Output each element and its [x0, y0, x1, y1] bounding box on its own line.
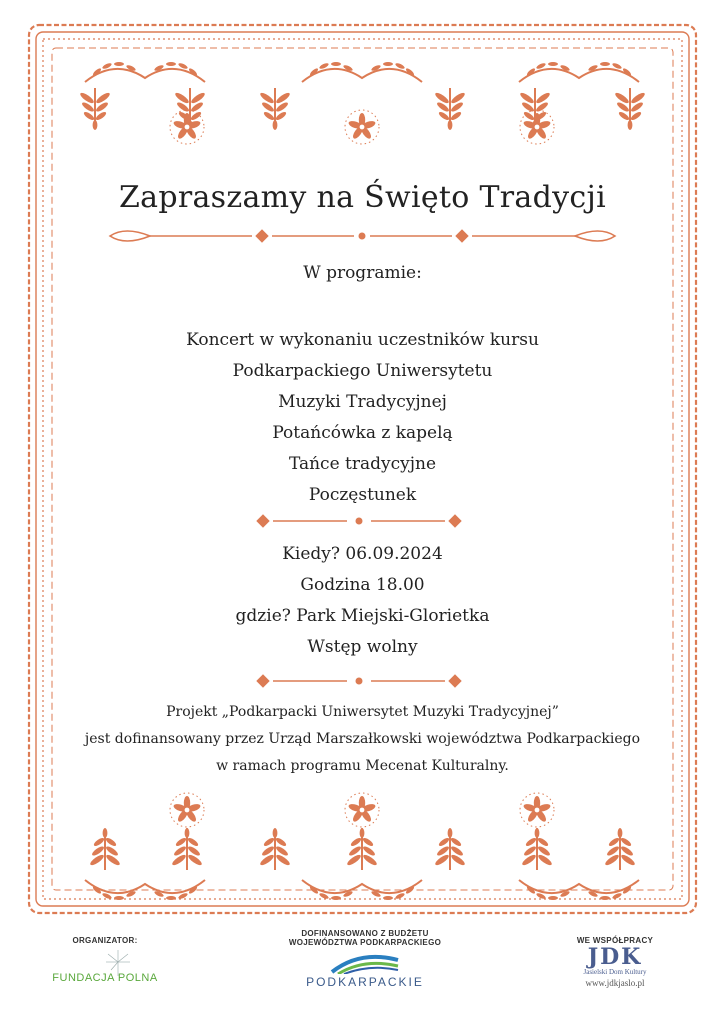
- jdk-name: Jasielski Dom Kultury: [583, 968, 647, 976]
- project-note: [0, 699, 725, 780]
- program-item: Poczęstunek: [308, 485, 417, 505]
- event-date: Kiedy? 06.09.2024: [282, 544, 443, 564]
- funding-line: DOFINANSOWANO Z BUDŻETU: [301, 929, 429, 938]
- podkarpackie-logo-text: PODKARPACKIE: [306, 975, 424, 989]
- project-line: w ramach programu Mecenat Kulturalny.: [216, 758, 509, 774]
- event-entry: Wstęp wolny: [307, 637, 418, 657]
- spacer: [0, 289, 725, 325]
- funding-label: [270, 929, 460, 947]
- program-item: Tańce tradycyjne: [288, 454, 437, 474]
- program-section: [0, 258, 725, 511]
- program-item: Muzyki Tradycyjnej: [278, 392, 447, 412]
- project-line: Projekt „Podkarpacki Uniwersytet Muzyki Tradycyjnej”: [166, 704, 559, 720]
- jdk-url-link[interactable]: www.jdkjaslo.pl: [585, 978, 645, 988]
- page-title: Zapraszamy na Święto Tradycji: [119, 180, 606, 215]
- polna-word: POLNA: [117, 972, 158, 984]
- program-item: Koncert w wykonaniu uczestników kursu: [186, 330, 539, 350]
- jdk-logo: JDK: [587, 944, 643, 970]
- podkarpackie-swoosh-icon: [330, 952, 400, 974]
- organizer-label: ORGANIZATOR:: [72, 936, 138, 945]
- event-time: Godzina 18.00: [300, 575, 425, 595]
- fundacja-polna-logo: [30, 972, 180, 984]
- funding-line: WOJEWÓDZTWA PODKARPACKIEGO: [288, 938, 442, 947]
- event-details: [0, 539, 725, 663]
- program-heading: W programie:: [303, 263, 422, 283]
- event-location: gdzie? Park Miejski-Glorietka: [235, 606, 490, 626]
- cooperation-label: WE WSPÓŁPRACY: [576, 936, 654, 945]
- program-item: Potańcówka z kapelą: [272, 423, 453, 443]
- program-item: Podkarpackiego Uniwersytetu: [232, 361, 493, 381]
- fundacja-word: FUNDACJA: [52, 972, 115, 984]
- project-line: jest dofinansowany przez Urząd Marszałkowski województwa Podkarpackiego: [84, 731, 641, 747]
